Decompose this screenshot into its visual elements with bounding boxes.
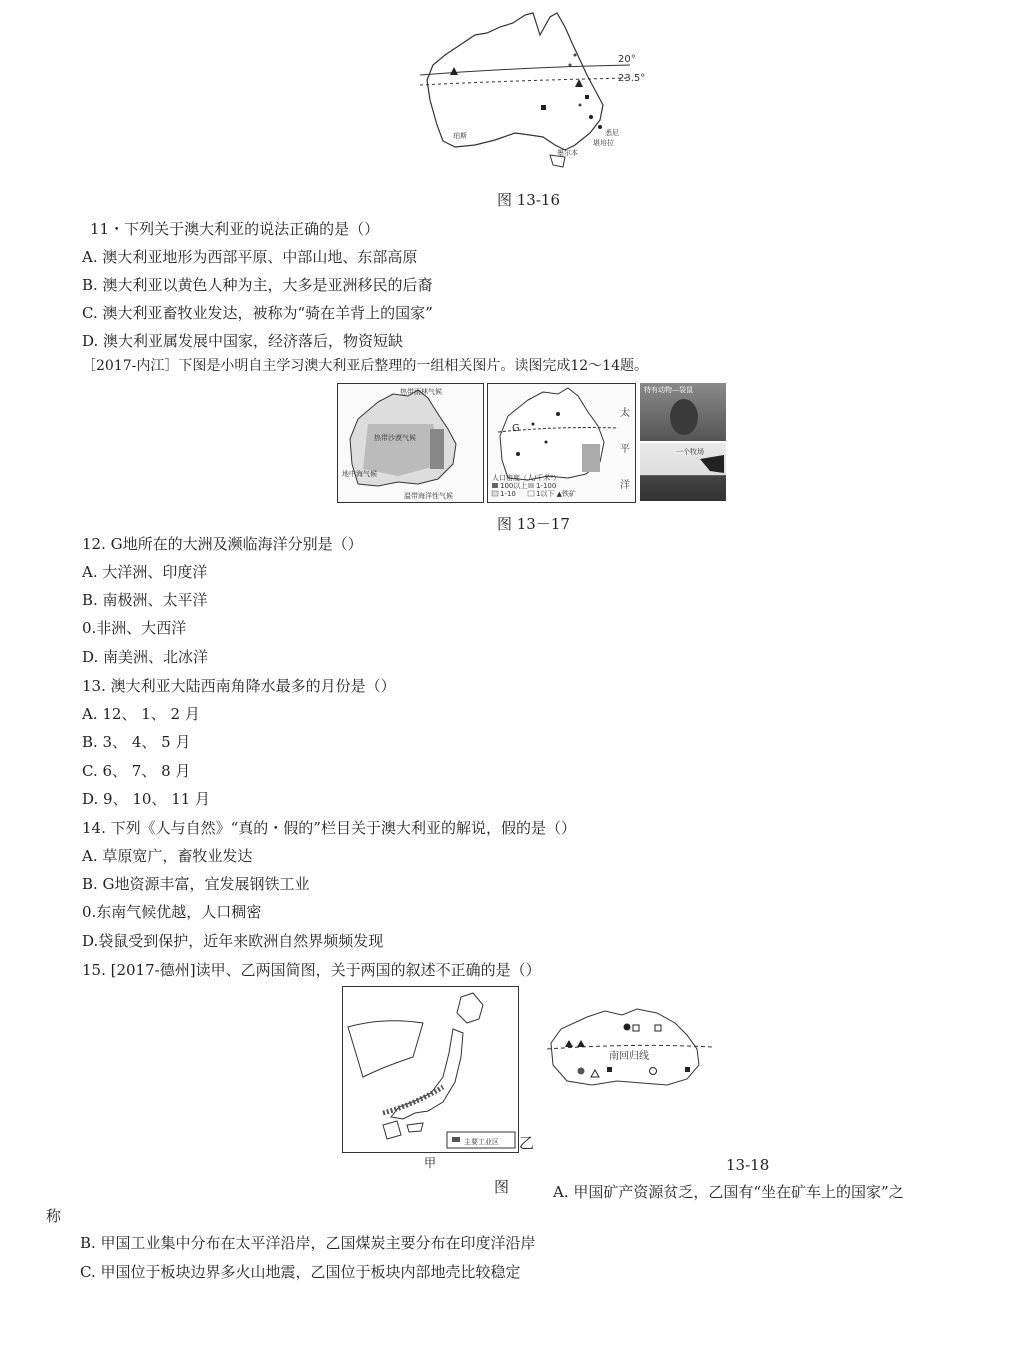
lat-20-label: 20° (618, 54, 636, 65)
q11-option-a: A. 澳大利亚地形为西部平原、中部山地、东部高原 (82, 248, 418, 266)
q11-option-d: D. 澳大利亚属发展中国家，经济落后，物资短缺 (82, 332, 404, 350)
q15-option-c: C. 甲国位于板块边界多火山地震，乙国位于板块内部地壳比较稳定 (80, 1263, 521, 1281)
ranch-photo (640, 443, 726, 501)
yang-label: 洋 (620, 480, 630, 491)
question-15-stem: 15. [2017-德州]读甲、乙两国简图，关于两国的叙述不正确的是（） (82, 961, 541, 979)
figure-13-18-tu: 图 (494, 1178, 510, 1196)
label-jia: 甲 (424, 1156, 437, 1170)
industry-legend: 主要工业区 (464, 1138, 499, 1146)
question-11-stem: 11・下列关于澳大利亚的说法正确的是（） (90, 220, 380, 238)
q11-option-c: C. 澳大利亚畜牧业发达，被称为“骑在羊背上的国家” (82, 304, 433, 322)
question-14-stem: 14. 下列《人与自然》“真的・假的”栏目关于澳大利亚的解说，假的是（） (82, 819, 576, 837)
q13-option-d: D. 9、 10、 11 月 (82, 790, 211, 808)
climate-map (337, 383, 484, 503)
q13-option-c: C. 6、 7、 8 月 (82, 762, 191, 780)
q14-option-a: A. 草原宽广，畜牧业发达 (82, 847, 253, 865)
sydney-label: 悉尼 (605, 129, 619, 137)
australia-map-yi (547, 1005, 715, 1090)
label-yi: 乙 (519, 1134, 535, 1152)
melbourne-label: 墨尔本 (557, 149, 578, 157)
q13-option-a: A. 12、 1、 2 月 (82, 705, 200, 723)
q15-option-a-cont: 称 (46, 1207, 62, 1225)
figure-13-17-caption: 图 13－17 (497, 515, 570, 533)
mediterranean-label: 地中海气候 (342, 470, 377, 478)
lat-23-5-label: 23.5° (618, 73, 646, 84)
q12-option-c: 0.非洲、大西洋 (82, 619, 187, 637)
q12-option-d: D. 南美洲、北冰洋 (82, 648, 209, 666)
legend-4: 1以下 ▲铁矿 (536, 490, 577, 498)
figure-13-16-map (415, 5, 650, 170)
question-13-stem: 13. 澳大利亚大陆西南角降水最多的月份是（） (82, 677, 396, 695)
figure-13-18-number: 13-18 (726, 1156, 770, 1174)
q14-option-b: B. G地资源丰富，宜发展钢铁工业 (82, 875, 310, 893)
q12-option-a: A. 大洋洲、印度洋 (82, 563, 208, 581)
tai-label: 太 (620, 408, 630, 419)
kangaroo-caption: 特有动物—袋鼠 (644, 386, 693, 394)
q15-option-b: B. 甲国工业集中分布在太平洋沿岸，乙国煤炭主要分布在印度洋沿岸 (80, 1234, 536, 1252)
figure-13-16-caption: 图 13-16 (497, 191, 561, 209)
q13-option-b: B. 3、 4、 5 月 (82, 733, 191, 751)
g-label: G (512, 423, 520, 434)
q14-option-c: 0.东南气候优越，人口稠密 (82, 903, 262, 921)
canberra-label: 堪培拉 (593, 139, 614, 147)
q11-option-b: B. 澳大利亚以黄色人种为主，大多是亚洲移民的后裔 (82, 276, 433, 294)
legend-2: 1-100 (536, 482, 557, 490)
tropic-label: 南回归线 (609, 1051, 649, 1062)
perth-label: 珀斯 (453, 132, 467, 140)
q12-option-b: B. 南极洲、太平洋 (82, 591, 208, 609)
temperate-ocean-label: 温带海洋性气候 (404, 492, 453, 500)
q14-option-d: D.袋鼠受到保护，近年来欧洲自然界频频发现 (82, 932, 384, 950)
q15-option-a: A. 甲国矿产资源贫乏，乙国有“坐在矿车上的国家”之 (553, 1183, 904, 1201)
population-map (487, 383, 636, 503)
ping-label: 平 (620, 444, 630, 455)
legend-1: 100以上 (500, 482, 528, 490)
legend-3: 1-10 (500, 490, 516, 498)
question-12-stem: 12. G地所在的大洲及濒临海洋分别是（） (82, 535, 363, 553)
tropical-rainforest-label: 热带雨林气候 (400, 388, 442, 396)
desert-climate-label: 热带沙漠气候 (374, 434, 416, 442)
kangaroo-photo (640, 383, 726, 441)
intro-12-14: ［2017-内江］下图是小明自主学习澳大利亚后整理的一组相关图片。读图完成12～14题。 (82, 358, 648, 374)
japan-map (342, 986, 519, 1153)
ranch-caption: 一个牧场 (676, 448, 704, 456)
legend-title: 人口密度（人/千米²） (492, 474, 561, 482)
